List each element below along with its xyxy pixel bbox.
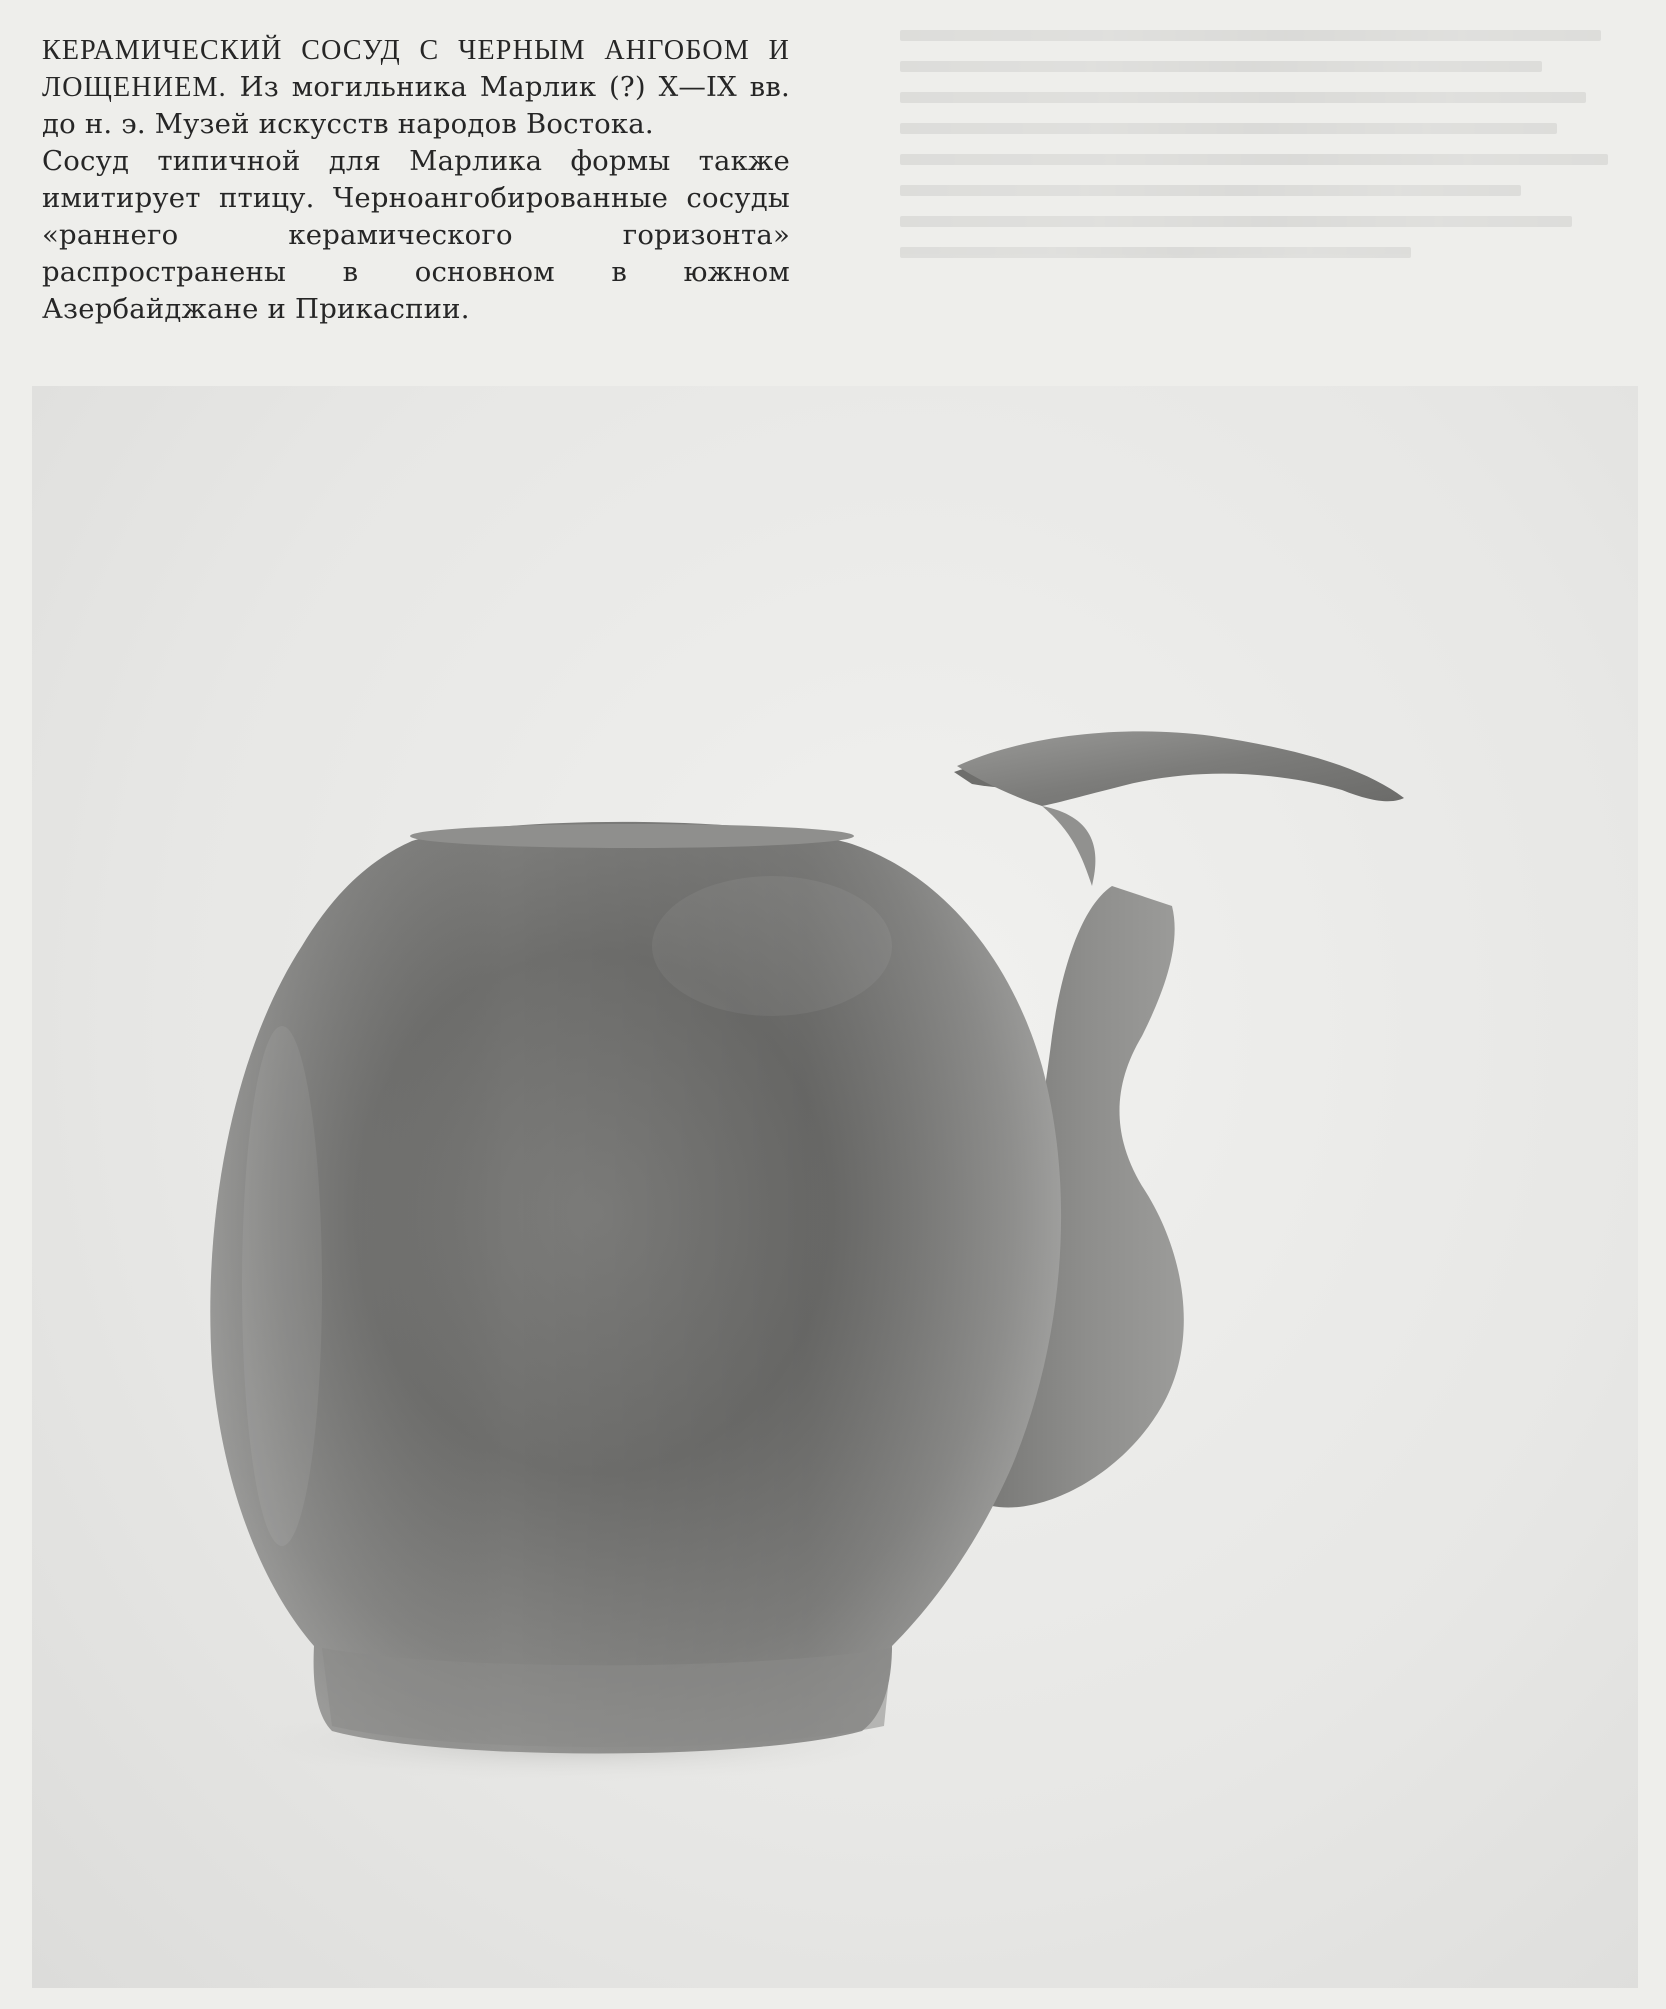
figure-caption: [42, 32, 790, 328]
caption-description: Сосуд типичной для Марлика формы также имитирует птицу. Черноангобированные сосуды «раннего керамического горизонта» распространены в основном в южном Азербайджане и Прикаспии.: [42, 145, 790, 325]
caption-source: Из могильника Марлик (?) X—IX вв. до н. э. Музей искусств народов Востока.: [42, 71, 790, 140]
vessel-beak: [957, 731, 1404, 806]
vessel-photograph: [32, 386, 1638, 1988]
caption-title: КЕРАМИЧЕСКИЙ СОСУД С ЧЕРНЫМ АНГОБОМ И ЛОЩЕНИЕМ.: [42, 35, 790, 103]
bleed-through-text: [900, 30, 1630, 350]
caption-heading: [42, 32, 790, 143]
vessel-rim: [410, 824, 854, 848]
